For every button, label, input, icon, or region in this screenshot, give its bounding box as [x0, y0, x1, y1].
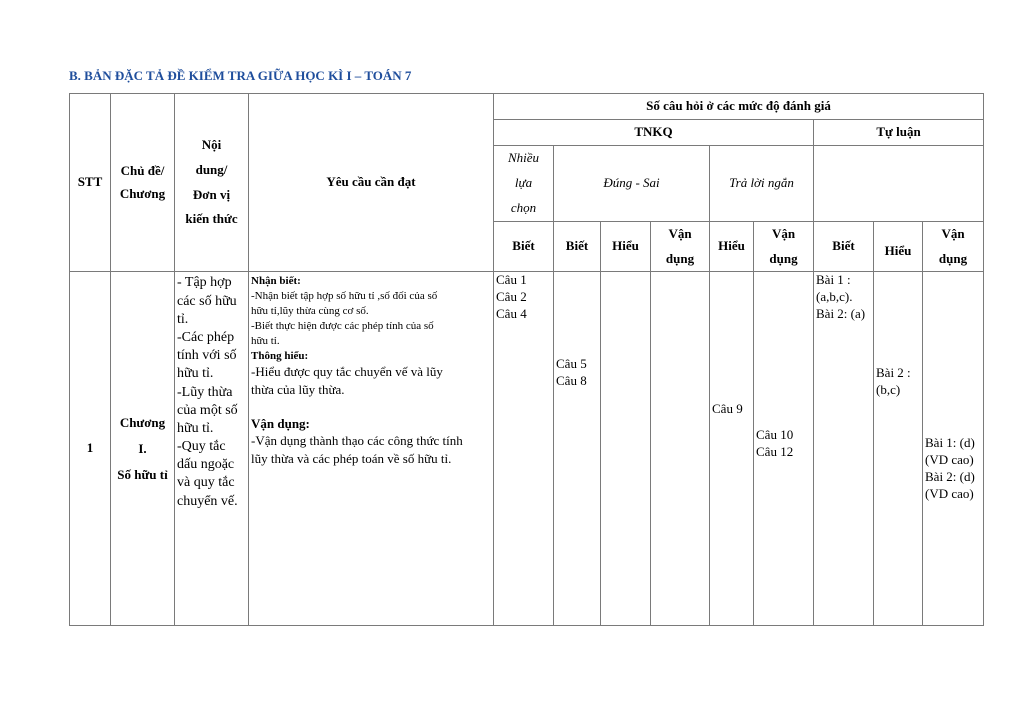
header-tl-biet: Biết	[814, 222, 874, 272]
header-tnkq: TNKQ	[494, 120, 814, 146]
header-nhieu-lua-chon: Nhiều lựa chọn	[494, 146, 554, 222]
header-yeu-cau: Yêu cầu cần đạt	[249, 94, 494, 272]
header-so-cau-hoi: Số câu hỏi ở các mức độ đánh giá	[494, 94, 984, 120]
nhan-biet-text: -Nhận biết tập hợp số hữu tỉ ,số đối của số hữu tỉ,lũy thừa cùng cơ số. -Biết thực hiện được các phép tính của số hữu tỉ.	[251, 290, 438, 347]
row-noi-dung: - Tập hợp các số hữu tỉ. -Các phép tính với số hữu tỉ. -Lũy thừa của một số hữu tỉ. -Quy tắc dấu ngoặc và quy tắc chuyển vế.	[175, 272, 249, 626]
header-nlc-biet: Biết	[494, 222, 554, 272]
header-tln-hieu: Hiểu	[710, 222, 754, 272]
van-dung-label: Vận dụng:	[251, 415, 310, 431]
header-tra-loi-ngan: Trả lời ngắn	[710, 146, 814, 222]
header-ds-van-dung: Vận dụng	[651, 222, 710, 272]
cell-dung-sai-hieu	[601, 272, 651, 626]
nhan-biet-label: Nhận biết:	[251, 275, 301, 288]
cell-tu-luan-biet: Bài 1 : (a,b,c). Bài 2: (a)	[814, 272, 874, 626]
cell-nhieu-lua-chon: Câu 1 Câu 2 Câu 4	[494, 272, 554, 626]
header-dung-sai: Đúng - Sai	[554, 146, 710, 222]
header-tu-luan-blank	[814, 146, 984, 222]
row-stt: 1	[70, 272, 111, 626]
thong-hieu-text: -Hiểu được quy tắc chuyển vế và lũy thừa của lũy thừa.	[251, 364, 443, 397]
header-tln-van-dung: Vận dụng	[754, 222, 814, 272]
cell-dung-sai-van-dung	[651, 272, 710, 626]
header-tl-van-dung: Vận dụng	[923, 222, 984, 272]
header-ds-biet: Biết	[554, 222, 601, 272]
header-tl-hieu: Hiểu	[874, 222, 923, 272]
row-chuong: Chương I. Số hữu tỉ	[111, 272, 175, 626]
header-tu-luan: Tự luận	[814, 120, 984, 146]
specification-table	[69, 93, 984, 626]
cell-tra-loi-ngan-van-dung: Câu 10 Câu 12	[754, 272, 814, 626]
cell-dung-sai-biet: Câu 5 Câu 8	[554, 272, 601, 626]
cell-tu-luan-van-dung: Bài 1: (d) (VD cao) Bài 2: (d) (VD cao)	[923, 272, 984, 626]
header-stt: STT	[70, 94, 111, 272]
cell-tra-loi-ngan-hieu: Câu 9	[710, 272, 754, 626]
row-yeu-cau	[249, 272, 494, 626]
thong-hieu-label: Thông hiểu:	[251, 349, 309, 362]
cell-tu-luan-hieu: Bài 2 : (b,c)	[874, 272, 923, 626]
header-noi-dung: Nội dung/ Đơn vị kiến thức	[175, 94, 249, 272]
header-chu-de: Chủ đề/ Chương	[111, 94, 175, 272]
header-ds-hieu: Hiểu	[601, 222, 651, 272]
section-title: B. BẢN ĐẶC TẢ ĐỀ KIỂM TRA GIỮA HỌC KÌ I – TOÁN 7	[69, 68, 412, 83]
van-dung-text: -Vận dụng thành thạo các công thức tính lũy thừa và các phép toán về số hữu tỉ.	[251, 433, 463, 466]
